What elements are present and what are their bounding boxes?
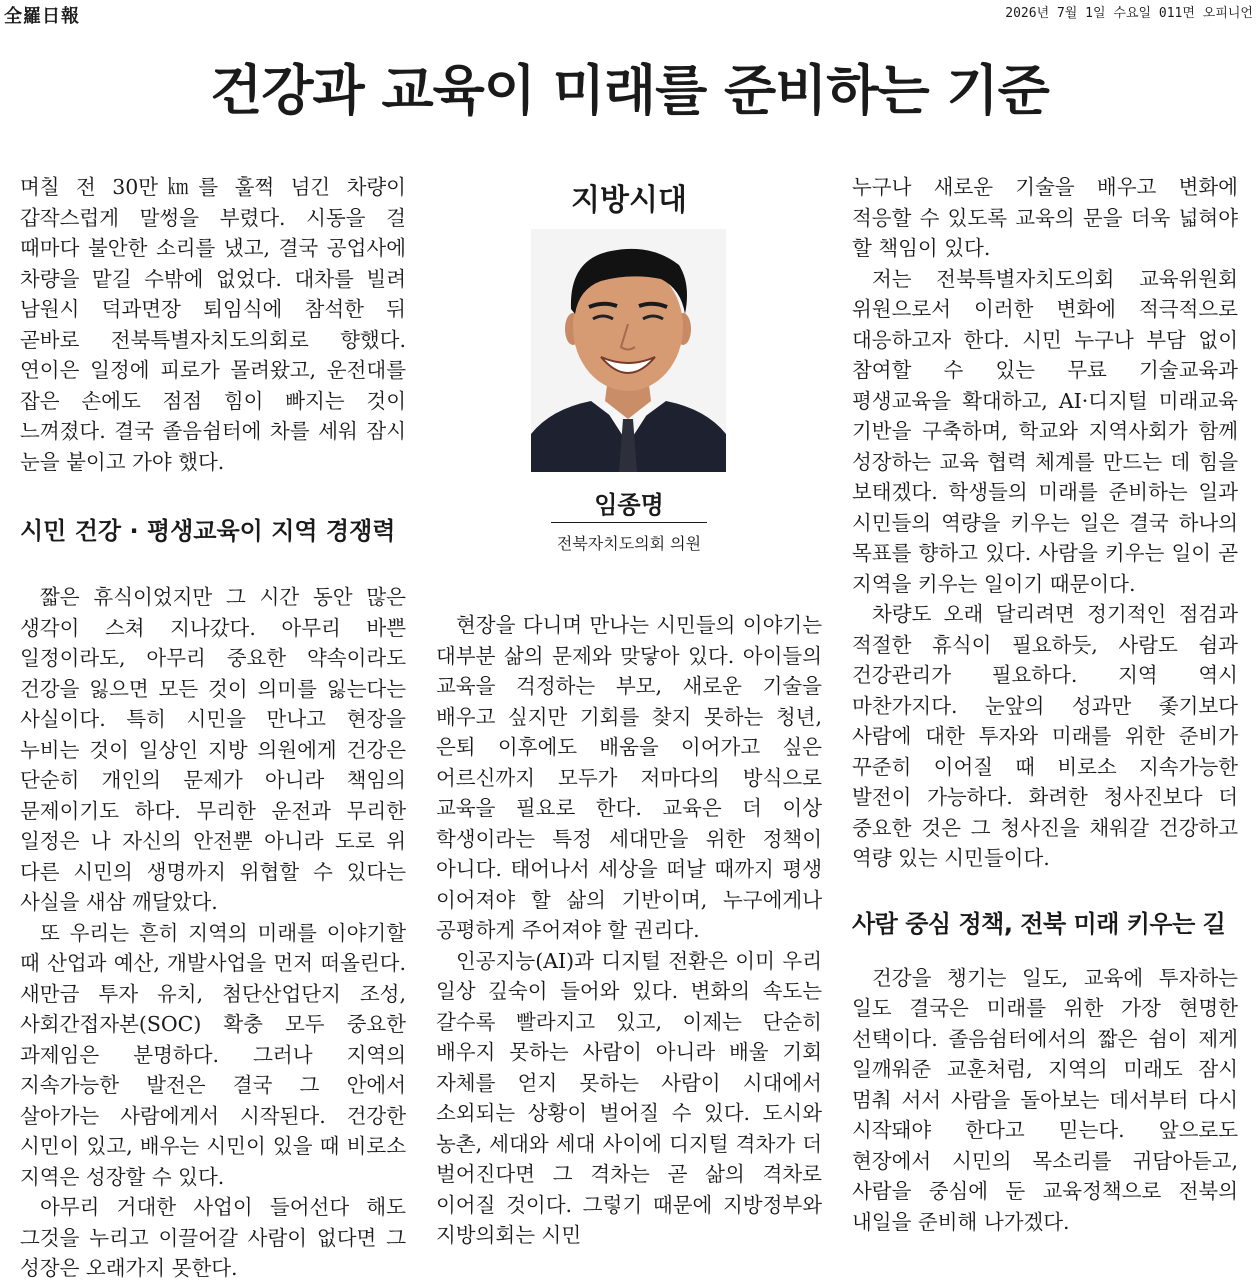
byline-divider bbox=[551, 522, 707, 523]
article-paragraph: 또 우리는 흔히 지역의 미래를 이야기할 때 산업과 예산, 개발사업을 먼저 떠올린다. 새만금 투자 유치, 첨단산업단지 조성, 사회간접자본(SOC) 확충 모두 중요한 과제임은 분명하다. 그러나 지역의 지속가능한 발전은 결국 그 안에서 살아가는 사람에게서 시작된다. 건강한 시민이 있고, 배우는 시민이 있을 때 비로소 지역은 성장할 수 있다. bbox=[20, 920, 406, 1189]
article-paragraph: 인공지능(AI)과 디지털 전환은 이미 우리 일상 깊숙이 들어와 있다. 변화의 속도는 갈수록 빨라지고 있고, 이제는 단순히 배우지 못하는 사람이 아니라 배울 기회 자체를 얻지 못하는 사람이 시대에서 소외되는 상황이 벌어질 수 있다. 도시와 농촌, 세대와 세대 사이에 디지털 격차가 더 벌어진다면 그 격차는 곧 삶의 격차로 이어질 것이다. 그렇기 때문에 지방정부와 지방의회는 시민 bbox=[436, 948, 822, 1247]
column-1 bbox=[20, 172, 406, 1284]
issue-info: 2026년 7월 1일 수요일 011면 오피니언 bbox=[1005, 6, 1253, 21]
column-series-name: 지방시대 bbox=[571, 183, 687, 218]
subheading: 사람 중심 정책, 전북 미래 키우는 길 bbox=[852, 909, 1226, 938]
article-paragraph: 차량도 오래 달리려면 정기적인 점검과 적절한 휴식이 필요하듯, 사람도 쉼과 건강관리가 필요하다. 지역 역시 마찬가지다. 눈앞의 성과만 좇기보다 사람에 대한 투자와 미래를 위한 준비가 꾸준히 이어질 때 비로소 지속가능한 발전이 가능하다. 화려한 청사진보다 더 중요한 것은 그 청사진을 채워갈 건강하고 역량 있는 시민들이다. bbox=[852, 602, 1238, 870]
column-2 bbox=[436, 610, 822, 1251]
headline: 건강과 교육이 미래를 준비하는 기준 bbox=[210, 59, 1049, 122]
author-name: 임종명 bbox=[594, 491, 664, 519]
article-paragraph: 현장을 다니며 만나는 시민들의 이야기는 대부분 삶의 문제와 맞닿아 있다. 아이들의 교육을 걱정하는 부모, 새로운 기술을 배우고 싶지만 기회를 찾지 못하는 청년, 은퇴 이후에도 배움을 이어가고 싶은 어르신까지 모두가 저마다의 방식으로 교육을 필요로 한다. 교육은 더 이상 학생이라는 특정 세대만을 위한 정책이 아니다. 태어나서 세상을 떠날 때까지 평생 이어져야 할 삶의 기반이며, 누구에게나 공평하게 주어져야 할 권리다. bbox=[436, 613, 822, 942]
article-paragraph: 누구나 새로운 기술을 배우고 변화에 적응할 수 있도록 교육의 문을 더욱 넓혀야 할 책임이 있다. bbox=[852, 175, 1238, 260]
subheading: 시민 건강 · 평생교육이 지역 경쟁력 bbox=[20, 517, 396, 545]
article-paragraph: 짧은 휴식이었지만 그 시간 동안 많은 생각이 스쳐 지나갔다. 아무리 바쁜 일정이라도, 아무리 중요한 약속이라도 건강을 잃으면 모든 것이 의미를 잃는다는 사실이다. 특히 시민을 만나고 현장을 누비는 것이 일상인 지방 의원에게 건강은 단순히 개인의 문제가 아니라 책임의 문제이기도 하다. 무리한 운전과 무리한 일정은 나 자신의 안전뿐 아니라 도로 위 다른 시민의 생명까지 위협할 수 있다는 사실을 새삼 깨달았다. bbox=[20, 585, 406, 914]
author-photo bbox=[531, 229, 726, 472]
newspaper-masthead: 全羅日報 bbox=[4, 6, 80, 27]
author-title: 전북자치도의회 의원 bbox=[556, 534, 702, 553]
article-paragraph: 건강을 챙기는 일도, 교육에 투자하는 일도 결국은 미래를 위한 가장 현명한 선택이다. 졸음쉼터에서의 짧은 쉼이 제게 일깨워준 교훈처럼, 지역의 미래도 잠시 멈춰 서서 사람을 돌아보는 데서부터 다시 시작돼야 한다고 믿는다. 앞으로도 현장에서 시민의 목소리를 귀담아듣고, 사람을 중심에 둔 교육정책으로 전북의 내일을 준비해 나가겠다. bbox=[852, 965, 1238, 1234]
column-3 bbox=[852, 172, 1238, 1237]
article-paragraph: 저는 전북특별자치도의회 교육위원회 위원으로서 이러한 변화에 적극적으로 대응하고자 한다. 시민 누구나 부담 없이 참여할 수 있는 무료 기술교육과 평생교육을 확대하고, AI·디지털 미래교육 기반을 구축하며, 학교와 지역사회가 함께 성장하는 교육 협력 체계를 만드는 데 힘을 보태겠다. 학생들의 미래를 준비하는 일과 시민들의 역량을 키우는 일은 결국 하나의 목표를 향하고 있다. 사람을 키우는 일이 곧 지역을 키우는 일이기 때문이다. bbox=[852, 266, 1238, 596]
article-paragraph: 아무리 거대한 사업이 들어선다 해도 그것을 누리고 이끌어갈 사람이 없다면 그 성장은 오래가지 못한다. bbox=[20, 1195, 406, 1280]
author-portrait-image bbox=[531, 229, 726, 472]
article-paragraph: 며칠 전 30만㎞를 훌쩍 넘긴 차량이 갑작스럽게 말썽을 부렸다. 시동을 걸 때마다 불안한 소리를 냈고, 결국 공업사에 차량을 맡길 수밖에 없었다. 대차를 빌려 남원시 덕과면장 퇴임식에 참석한 뒤 곧바로 전북특별자치도의회로 향했다. 연이은 일정에 피로가 몰려왔고, 운전대를 잡은 손에도 점점 힘이 빠지는 것이 느껴졌다. 결국 졸음쉼터에 차를 세워 잠시 눈을 붙이고 가야 했다. bbox=[20, 175, 406, 474]
